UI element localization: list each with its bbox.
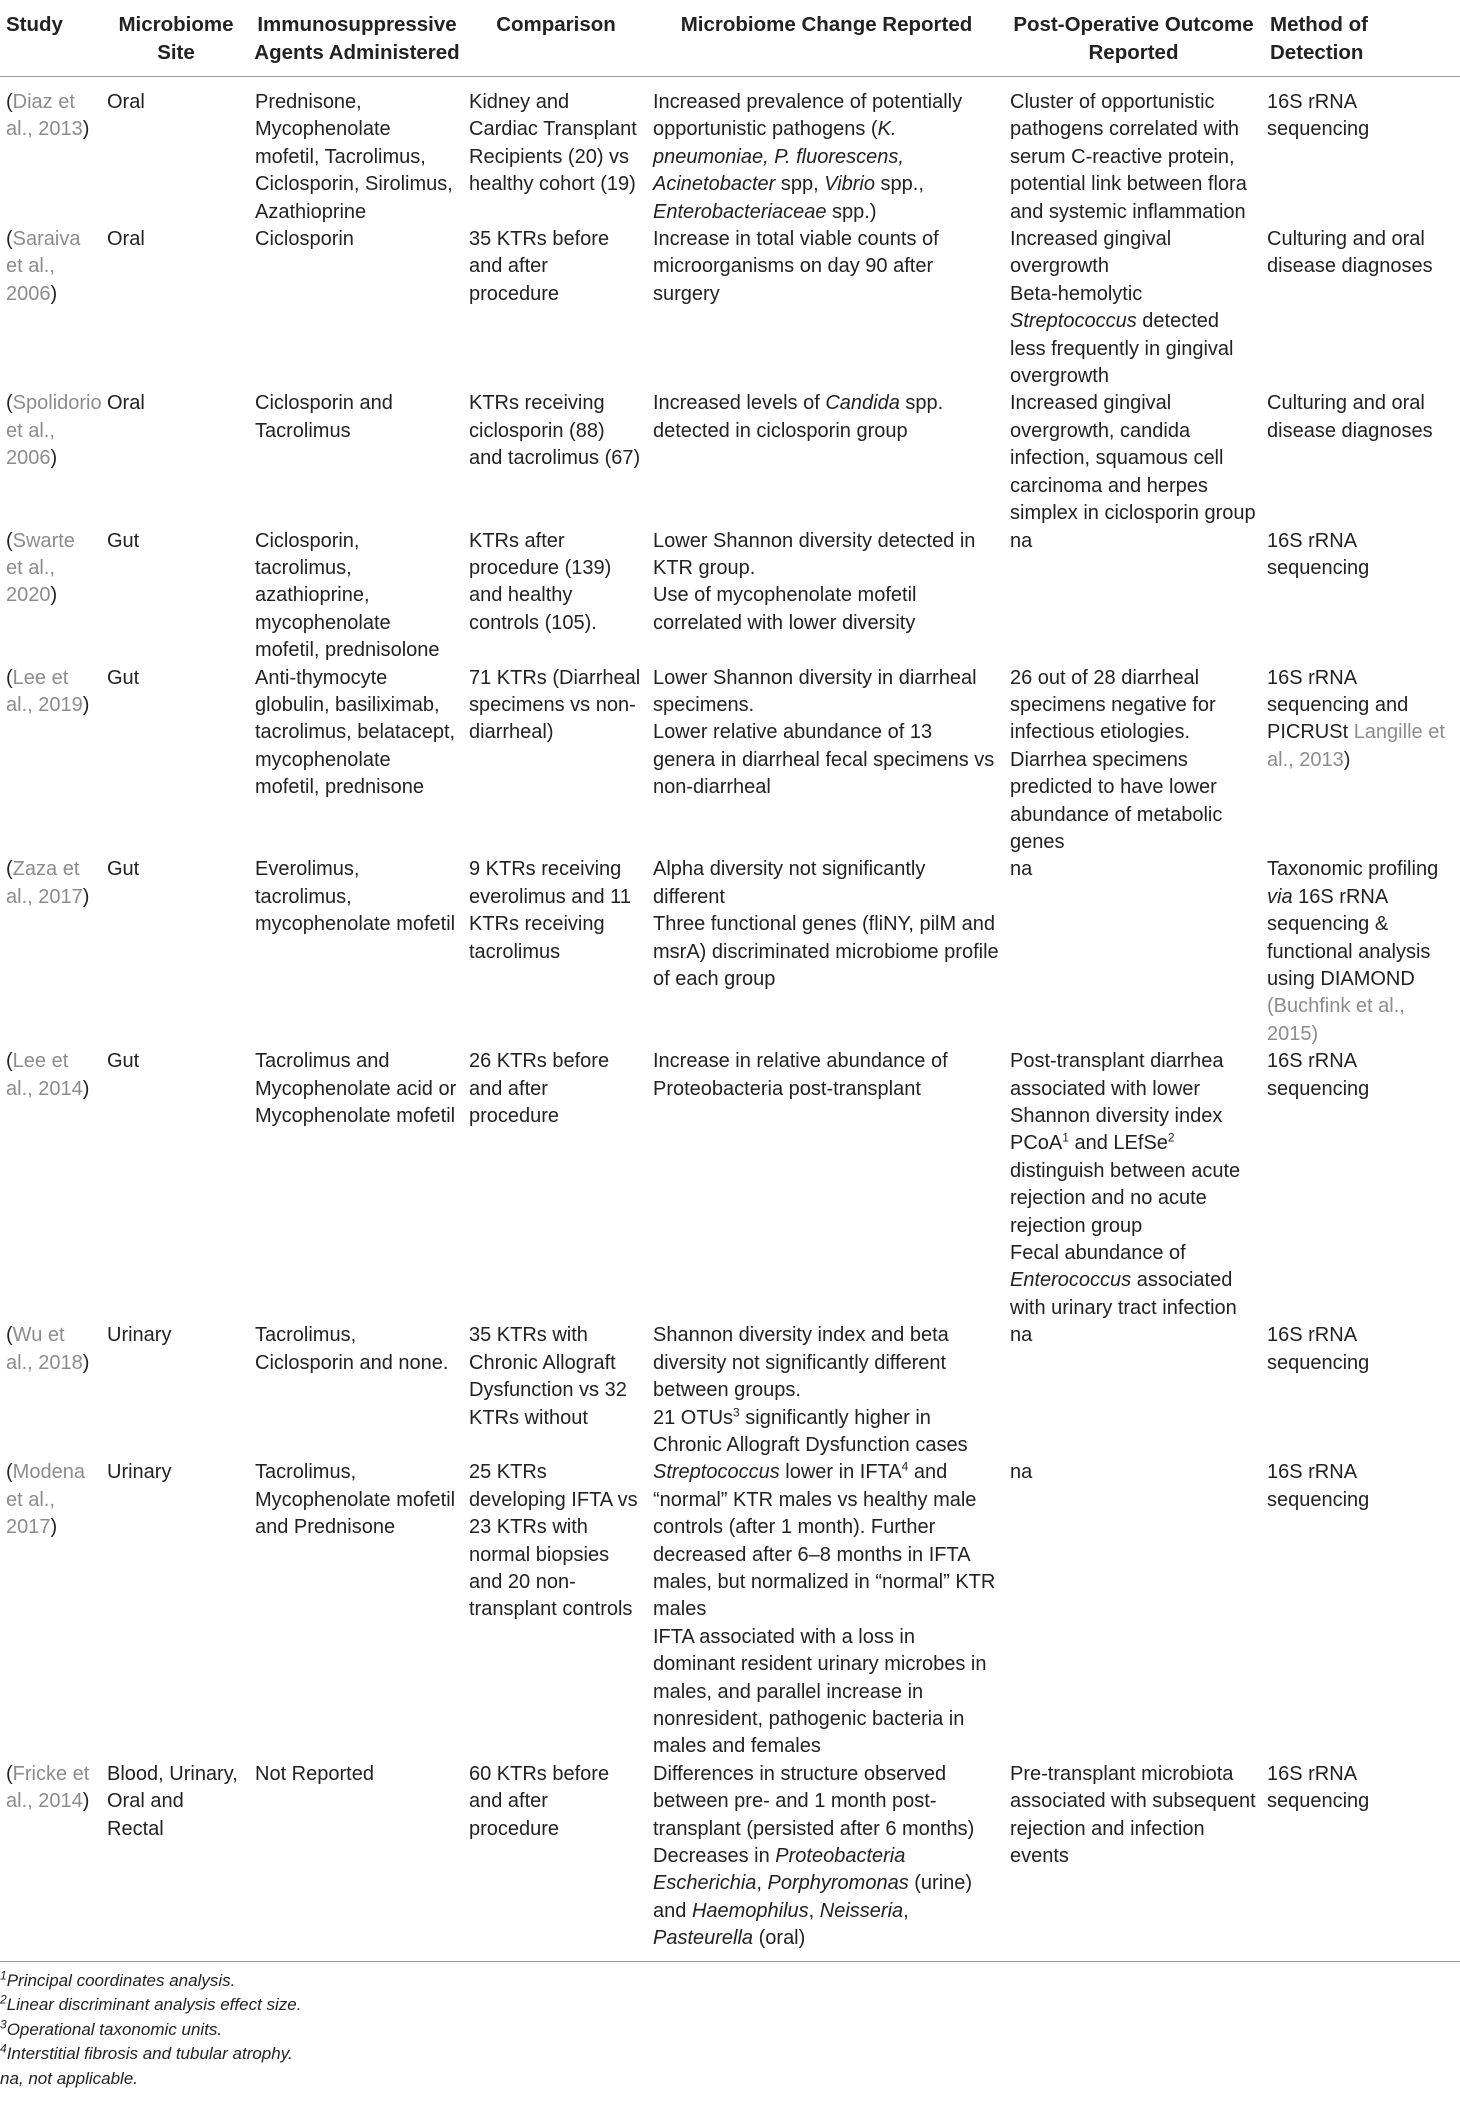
cell-change-text: Increased prevalence of potentially opportunistic pathogens (: [653, 91, 963, 141]
cell-method: [1262, 1459, 1460, 1760]
cell-outcome-paragraph: [1010, 390, 1256, 527]
cell-change-text: Three functional genes (fliNY, pilM and msrA) discriminated microbiome profile of each group: [653, 913, 999, 990]
footnote-mark: 1: [1062, 1130, 1069, 1145]
cell-method: [1262, 1048, 1460, 1322]
cell-study: [0, 1459, 102, 1760]
paren-close: ): [82, 118, 90, 141]
cell-change-text: IFTA associated with a loss in dominant resident urinary microbes in males, and parallel increase in nonresident, pathogenic bacteria in males and females: [653, 1625, 987, 1758]
cell-comparison: 60 KTRs before and after procedure: [469, 1762, 610, 1840]
cell-outcome-paragraph: [1010, 1048, 1256, 1130]
cell-outcome-paragraph: [1010, 1322, 1256, 1349]
paren-open: (: [6, 666, 13, 689]
cell-method-paragraph: [1267, 226, 1454, 281]
cell-outcome-paragraph: [1010, 89, 1256, 226]
paren-close: ): [82, 693, 90, 716]
cell-study: [0, 1048, 102, 1322]
cell-outcome-text: Diarrhea specimens predicted to have lower abundance of metabolic genes: [1010, 748, 1223, 853]
table-row: [0, 665, 1460, 857]
cell-method-text: 16S rRNA sequencing: [1267, 1762, 1370, 1813]
cell-method: [1262, 1761, 1460, 1961]
cell-method-text: Culturing and oral disease diagnoses: [1267, 228, 1433, 278]
cell-change-paragraph: [653, 856, 999, 911]
footnote-text: Interstitial fibrosis and tubular atrophy.: [6, 2044, 293, 2064]
cell-outcome-paragraph: [1010, 856, 1256, 883]
cell-change: [648, 665, 1005, 857]
cell-change-paragraph: [653, 1405, 999, 1460]
footnote-mark: 3: [733, 1404, 740, 1419]
cell-method-paragraph: [1267, 1459, 1454, 1514]
header-outcome: Post-Operative Outcome Reported: [1013, 13, 1254, 64]
cell-change-text: Neisseria: [819, 1899, 904, 1922]
cell-change-text: Lower Shannon diversity detected in KTR group.: [653, 529, 976, 579]
cell-change-text: Haemophilus: [691, 1899, 809, 1922]
citation-link[interactable]: Saraiva et al., 2006: [6, 228, 81, 305]
cell-study: [0, 1322, 102, 1459]
cell-outcome-text: Beta-hemolytic: [1010, 282, 1143, 305]
cell-outcome-paragraph: [1010, 226, 1256, 281]
cell-change: [648, 77, 1005, 227]
cell-method-text: 16S rRNA sequencing & functional analysis using DIAMOND: [1267, 885, 1431, 990]
cell-outcome-text: PCoA: [1010, 1132, 1063, 1155]
cell-change-text: significantly higher in Chronic Allograft Dysfunction cases: [653, 1406, 968, 1456]
citation-link[interactable]: Zaza et al., 2017: [6, 858, 83, 908]
cell-study: [0, 226, 102, 390]
footnote-mark: 3: [0, 2016, 7, 2031]
paren-close: ): [50, 447, 58, 470]
paren-open: (: [6, 392, 13, 415]
cell-comparison: 26 KTRs before and after procedure: [469, 1050, 610, 1128]
cell-agents: Ciclosporin, tacrolimus, azathioprine, mycophenolate mofetil, prednisolone: [255, 529, 440, 662]
cell-change-text: Alpha diversity not significantly different: [653, 858, 926, 908]
paren-open: (: [6, 858, 13, 881]
paren-open: (: [6, 1050, 13, 1073]
cell-site: Urinary: [107, 1324, 172, 1347]
cell-comparison: KTRs after procedure (139) and healthy controls (105).: [469, 529, 612, 634]
cell-method-paragraph: [1267, 528, 1454, 583]
cell-method: [1262, 528, 1460, 665]
header-agents: Immunosuppressive Agents Administered: [254, 13, 460, 64]
cell-method-paragraph: [1267, 390, 1454, 445]
cell-change: [648, 1761, 1005, 1961]
cell-outcome: [1005, 665, 1262, 857]
cell-outcome-text: Streptococcus: [1010, 310, 1137, 333]
cell-outcome-text: Post-transplant diarrhea associated with lower Shannon diversity index: [1010, 1050, 1224, 1128]
cell-site: Urinary: [107, 1461, 172, 1484]
cell-site: Oral: [107, 228, 145, 251]
cell-change-text: Lower Shannon diversity in diarrheal specimens.: [653, 666, 977, 716]
cell-agents: Not Reported: [255, 1762, 374, 1785]
header-site: Microbiome Site: [118, 13, 234, 64]
cell-change-paragraph: [653, 390, 999, 445]
cell-change-text: 21 OTUs: [653, 1406, 734, 1429]
cell-method-text: Taxonomic profiling: [1267, 858, 1439, 881]
cell-method-paragraph: [1267, 1761, 1454, 1816]
table-row: [0, 856, 1460, 1048]
footnote-text: Operational taxonomic units.: [6, 2019, 223, 2039]
cell-agents: Ciclosporin: [255, 228, 354, 251]
cell-method-text: 16S rRNA sequencing and PICRUSt: [1267, 666, 1409, 744]
cell-method: [1262, 1322, 1460, 1459]
cell-outcome: [1005, 390, 1262, 527]
cell-outcome-paragraph: [1010, 1130, 1256, 1240]
cell-change-text: Pasteurella: [653, 1927, 754, 1950]
cell-agents: Tacrolimus, Mycophenolate mofetil and Prednisone: [255, 1461, 456, 1539]
paren-close: ): [50, 584, 58, 607]
table-row: [0, 528, 1460, 665]
cell-change-text: (oral): [753, 1927, 806, 1950]
cell-comparison: 71 KTRs (Diarrheal specimens vs non-diarrheal): [469, 666, 641, 744]
table-row: [0, 1761, 1460, 1961]
cell-change-text: Vibrio: [824, 173, 875, 196]
cell-change-paragraph: [653, 911, 999, 993]
cell-change: [648, 390, 1005, 527]
cell-method-paragraph: [1267, 1322, 1454, 1377]
cell-method-text: 16S rRNA sequencing: [1267, 1324, 1370, 1374]
cell-method-paragraph: [1267, 1048, 1454, 1103]
footnote-text: na, not applicable.: [0, 2068, 138, 2088]
table-row: [0, 226, 1460, 390]
cell-change-paragraph: [653, 1048, 999, 1103]
cell-change-text: Proteobacteria Escherichia: [653, 1845, 906, 1895]
cell-change-text: ,: [756, 1872, 768, 1895]
footnote: [0, 1967, 236, 1992]
cell-outcome-paragraph: [1010, 1240, 1256, 1322]
paren-close: ): [50, 1516, 58, 1539]
cell-method: [1262, 856, 1460, 1048]
cell-change-text: Differences in structure observed between pre- and 1 month post-transplant (persisted after 6 months): [653, 1762, 975, 1840]
citation-link[interactable]: Langille et al., 2013: [1267, 721, 1445, 771]
cell-change-paragraph: [653, 528, 999, 583]
cell-study: [0, 77, 102, 227]
cell-outcome-text: associated with urinary tract infection: [1010, 1269, 1237, 1319]
cell-outcome: [1005, 856, 1262, 1048]
cell-method-paragraph: [1267, 665, 1454, 775]
citation-link[interactable]: Lee et al., 2019: [6, 666, 83, 716]
cell-change-text: Candida: [825, 392, 900, 415]
cell-site: Gut: [107, 1050, 140, 1073]
table-row: [0, 77, 1460, 227]
cell-outcome-text: Increased gingival overgrowth: [1010, 228, 1172, 278]
cell-outcome: [1005, 1048, 1262, 1322]
cell-agents: Anti-thymocyte globulin, basiliximab, tacrolimus, belatacept, mycophenolate mofetil, prednisone: [255, 666, 456, 799]
footnote-text: Linear discriminant analysis effect size.: [6, 1995, 302, 2015]
citation-link[interactable]: Modena et al., 2017: [6, 1461, 85, 1539]
paren-close: ): [82, 1790, 90, 1813]
cell-outcome: [1005, 1761, 1262, 1961]
citation-link[interactable]: Lee et al., 2014: [6, 1050, 83, 1100]
footnote-text: Principal coordinates analysis.: [6, 1970, 236, 1990]
cell-change-paragraph: [653, 1459, 999, 1623]
footnote-mark: 2: [1167, 1130, 1175, 1145]
cell-change-text: Lower relative abundance of 13 genera in diarrheal fecal specimens vs non-diarrheal: [653, 721, 995, 799]
cell-method-text: via: [1267, 885, 1293, 908]
cell-outcome-text: detected less frequently in gingival overgrowth: [1010, 310, 1234, 388]
cell-change-text: ,: [808, 1899, 820, 1922]
table-body: [0, 77, 1460, 1962]
citation-link[interactable]: Diaz et al., 2013: [6, 91, 83, 141]
header-comparison: Comparison: [496, 13, 616, 36]
cell-outcome-text: distinguish between acute rejection and no acute rejection group: [1010, 1159, 1241, 1237]
cell-method-text: 16S rRNA sequencing: [1267, 1050, 1370, 1100]
cell-change-paragraph: [653, 1624, 999, 1761]
cell-outcome: [1005, 1322, 1262, 1459]
paren-open: (: [6, 1461, 13, 1484]
cell-outcome-paragraph: [1010, 1459, 1256, 1486]
cell-site: Oral: [107, 91, 145, 113]
cell-change-paragraph: [653, 89, 999, 226]
cell-study: [0, 528, 102, 665]
cell-method-paragraph: [1267, 856, 1454, 1048]
cell-site: Gut: [107, 666, 140, 689]
cell-change-text: lower in IFTA: [779, 1461, 902, 1484]
cell-study: [0, 1761, 102, 1961]
header-row: [0, 0, 1460, 77]
cell-agents: Ciclosporin and Tacrolimus: [255, 392, 393, 442]
table-row: [0, 390, 1460, 527]
cell-change-text: spp.): [826, 200, 877, 223]
cell-outcome-paragraph: [1010, 747, 1256, 857]
cell-method: [1262, 390, 1460, 527]
cell-change: [648, 226, 1005, 390]
citation-link[interactable]: Wu et al., 2018: [6, 1324, 83, 1374]
paren-close: ): [82, 1077, 90, 1100]
cell-change-text: ,: [903, 1899, 909, 1922]
cell-change-paragraph: [653, 1322, 999, 1404]
cell-outcome-text: na: [1010, 1461, 1033, 1484]
cell-change-text: (urine) and: [653, 1872, 973, 1922]
cell-method: [1262, 665, 1460, 857]
cell-method: [1262, 226, 1460, 390]
citation-link[interactable]: Fricke et al., 2014: [6, 1762, 90, 1813]
cell-outcome-text: na: [1010, 529, 1033, 552]
citation-link[interactable]: (Buchfink et al., 2015): [1267, 995, 1405, 1045]
cell-method-text: Culturing and oral disease diagnoses: [1267, 392, 1433, 442]
cell-site: Gut: [107, 529, 140, 552]
cell-comparison: 9 KTRs receiving everolimus and 11 KTRs receiving tacrolimus: [469, 858, 631, 963]
cell-outcome-text: and LEfSe: [1068, 1132, 1168, 1155]
table-row: [0, 1048, 1460, 1322]
cell-study: [0, 856, 102, 1048]
cell-change-paragraph: [653, 582, 999, 637]
cell-change-text: K. pneumoniae, P. fluorescens, Acinetobacter: [653, 118, 904, 196]
cell-change-paragraph: [653, 719, 999, 801]
cell-study: [0, 390, 102, 527]
cell-change-text: Increase in relative abundance of Proteobacteria post-transplant: [653, 1050, 948, 1100]
cell-outcome: [1005, 1459, 1262, 1760]
cell-study: [0, 665, 102, 857]
cell-comparison: 25 KTRs developing IFTA vs 23 KTRs with normal biopsies and 20 non-transplant controls: [469, 1461, 638, 1621]
cell-change-text: and “normal” KTR males vs healthy male controls (after 1 month). Further decreased after 6–8 months in IFTA males, but normalized in “normal” KTR males: [653, 1461, 996, 1621]
citation-link[interactable]: Spolidorio et al., 2006: [6, 392, 102, 470]
cell-change-text: Decreases in: [653, 1845, 776, 1867]
footnote: [0, 1994, 301, 2016]
cell-outcome-text: Increased gingival overgrowth, candida infection, squamous cell carcinoma and herpes simplex in ciclosporin group: [1010, 392, 1256, 525]
table-row: [0, 1459, 1460, 1760]
paren-close: ): [82, 1351, 90, 1374]
header-change: Microbiome Change Reported: [680, 13, 973, 36]
paren-close: ): [82, 885, 90, 908]
cell-change-text: spp. detected in ciclosporin group: [653, 392, 944, 442]
cell-agents: Tacrolimus, Ciclosporin and none.: [255, 1324, 449, 1374]
cell-outcome-text: 26 out of 28 diarrheal specimens negative for infectious etiologies.: [1010, 666, 1216, 744]
cell-method-text: 16S rRNA sequencing: [1267, 91, 1370, 141]
cell-change: [648, 1459, 1005, 1760]
cell-outcome: [1005, 528, 1262, 665]
cell-change-paragraph: [653, 665, 999, 720]
cell-change-text: spp.,: [875, 173, 924, 196]
cell-change-text: Increased levels of: [653, 392, 826, 415]
cell-method-text: ): [1343, 748, 1351, 771]
cell-outcome-text: Fecal abundance of: [1010, 1242, 1186, 1265]
cell-change: [648, 528, 1005, 665]
cell-outcome-paragraph: [1010, 1761, 1256, 1871]
cell-change-text: Enterobacteriaceae: [653, 200, 827, 223]
header-method: Method of Detection: [1270, 13, 1368, 64]
footnote-mark: 4: [901, 1459, 909, 1474]
cell-change: [648, 1048, 1005, 1322]
cell-comparison: 35 KTRs with Chronic Allograft Dysfunction vs 32 KTRs without: [469, 1324, 627, 1429]
cell-site: Gut: [107, 858, 140, 881]
paren-open: (: [6, 228, 13, 251]
cell-outcome: [1005, 226, 1262, 390]
cell-change-text: Streptococcus: [653, 1461, 780, 1484]
footnote-mark: 1: [0, 1967, 7, 1982]
cell-change: [648, 856, 1005, 1048]
paren-close: ): [50, 282, 58, 305]
cell-site: Blood, Urinary, Oral and Rectal: [107, 1762, 238, 1840]
cell-agents: Tacrolimus and Mycophenolate acid or Mycophenolate mofetil: [255, 1050, 457, 1128]
cell-outcome-text: Cluster of opportunistic pathogens correlated with serum C-reactive protein, potential link between flora and systemic inflammation: [1010, 91, 1247, 223]
cell-change-text: spp,: [775, 173, 825, 196]
cell-change-text: Porphyromonas: [767, 1872, 909, 1895]
paren-open: (: [6, 91, 13, 113]
footnote: [0, 2043, 293, 2065]
footnote-mark: 2: [0, 1992, 7, 2007]
cell-agents: Prednisone, Mycophenolate mofetil, Tacrolimus, Ciclosporin, Sirolimus, Azathioprine: [255, 91, 453, 223]
cell-change: [648, 1322, 1005, 1459]
cell-comparison: 35 KTRs before and after procedure: [469, 228, 610, 305]
paren-open: (: [6, 1324, 13, 1347]
cell-method-paragraph: [1267, 89, 1454, 144]
paren-open: (: [6, 529, 13, 552]
cell-outcome-paragraph: [1010, 281, 1256, 391]
cell-outcome-paragraph: [1010, 528, 1256, 555]
cell-outcome-text: na: [1010, 1324, 1033, 1347]
cell-outcome-paragraph: [1010, 665, 1256, 747]
header-study: Study: [6, 13, 63, 36]
cell-change-text: Increase in total viable counts of microorganisms on day 90 after surgery: [653, 228, 939, 305]
cell-method-text: 16S rRNA sequencing: [1267, 529, 1370, 579]
cell-agents: Everolimus, tacrolimus, mycophenolate mofetil: [255, 858, 456, 936]
cell-outcome-text: Pre-transplant microbiota associated with subsequent rejection and infection events: [1010, 1762, 1256, 1867]
cell-method: [1262, 77, 1460, 227]
cell-change-paragraph: [653, 1843, 999, 1953]
cell-change-text: Use of mycophenolate mofetil correlated with lower diversity: [653, 584, 917, 634]
table-row: [0, 1322, 1460, 1459]
cell-outcome-text: na: [1010, 858, 1033, 881]
cell-change-paragraph: [653, 226, 999, 308]
cell-change-text: Shannon diversity index and beta diversity not significantly different between groups.: [653, 1324, 949, 1402]
footnote: [0, 2016, 223, 2041]
cell-method-text: 16S rRNA sequencing: [1267, 1461, 1370, 1511]
cell-outcome-text: Enterococcus: [1010, 1269, 1132, 1292]
cell-comparison: KTRs receiving ciclosporin (88) and tacrolimus (67): [469, 392, 641, 470]
footnote: [0, 2068, 138, 2090]
cell-comparison: Kidney and Cardiac Transplant Recipients (20) vs healthy cohort (19): [469, 91, 637, 196]
cell-outcome: [1005, 77, 1262, 227]
cell-change-paragraph: [653, 1761, 999, 1843]
cell-site: Oral: [107, 392, 145, 415]
paren-open: (: [6, 1762, 13, 1785]
citation-link[interactable]: Swarte et al., 2020: [6, 529, 75, 607]
footnote-mark: 4: [0, 2041, 7, 2056]
